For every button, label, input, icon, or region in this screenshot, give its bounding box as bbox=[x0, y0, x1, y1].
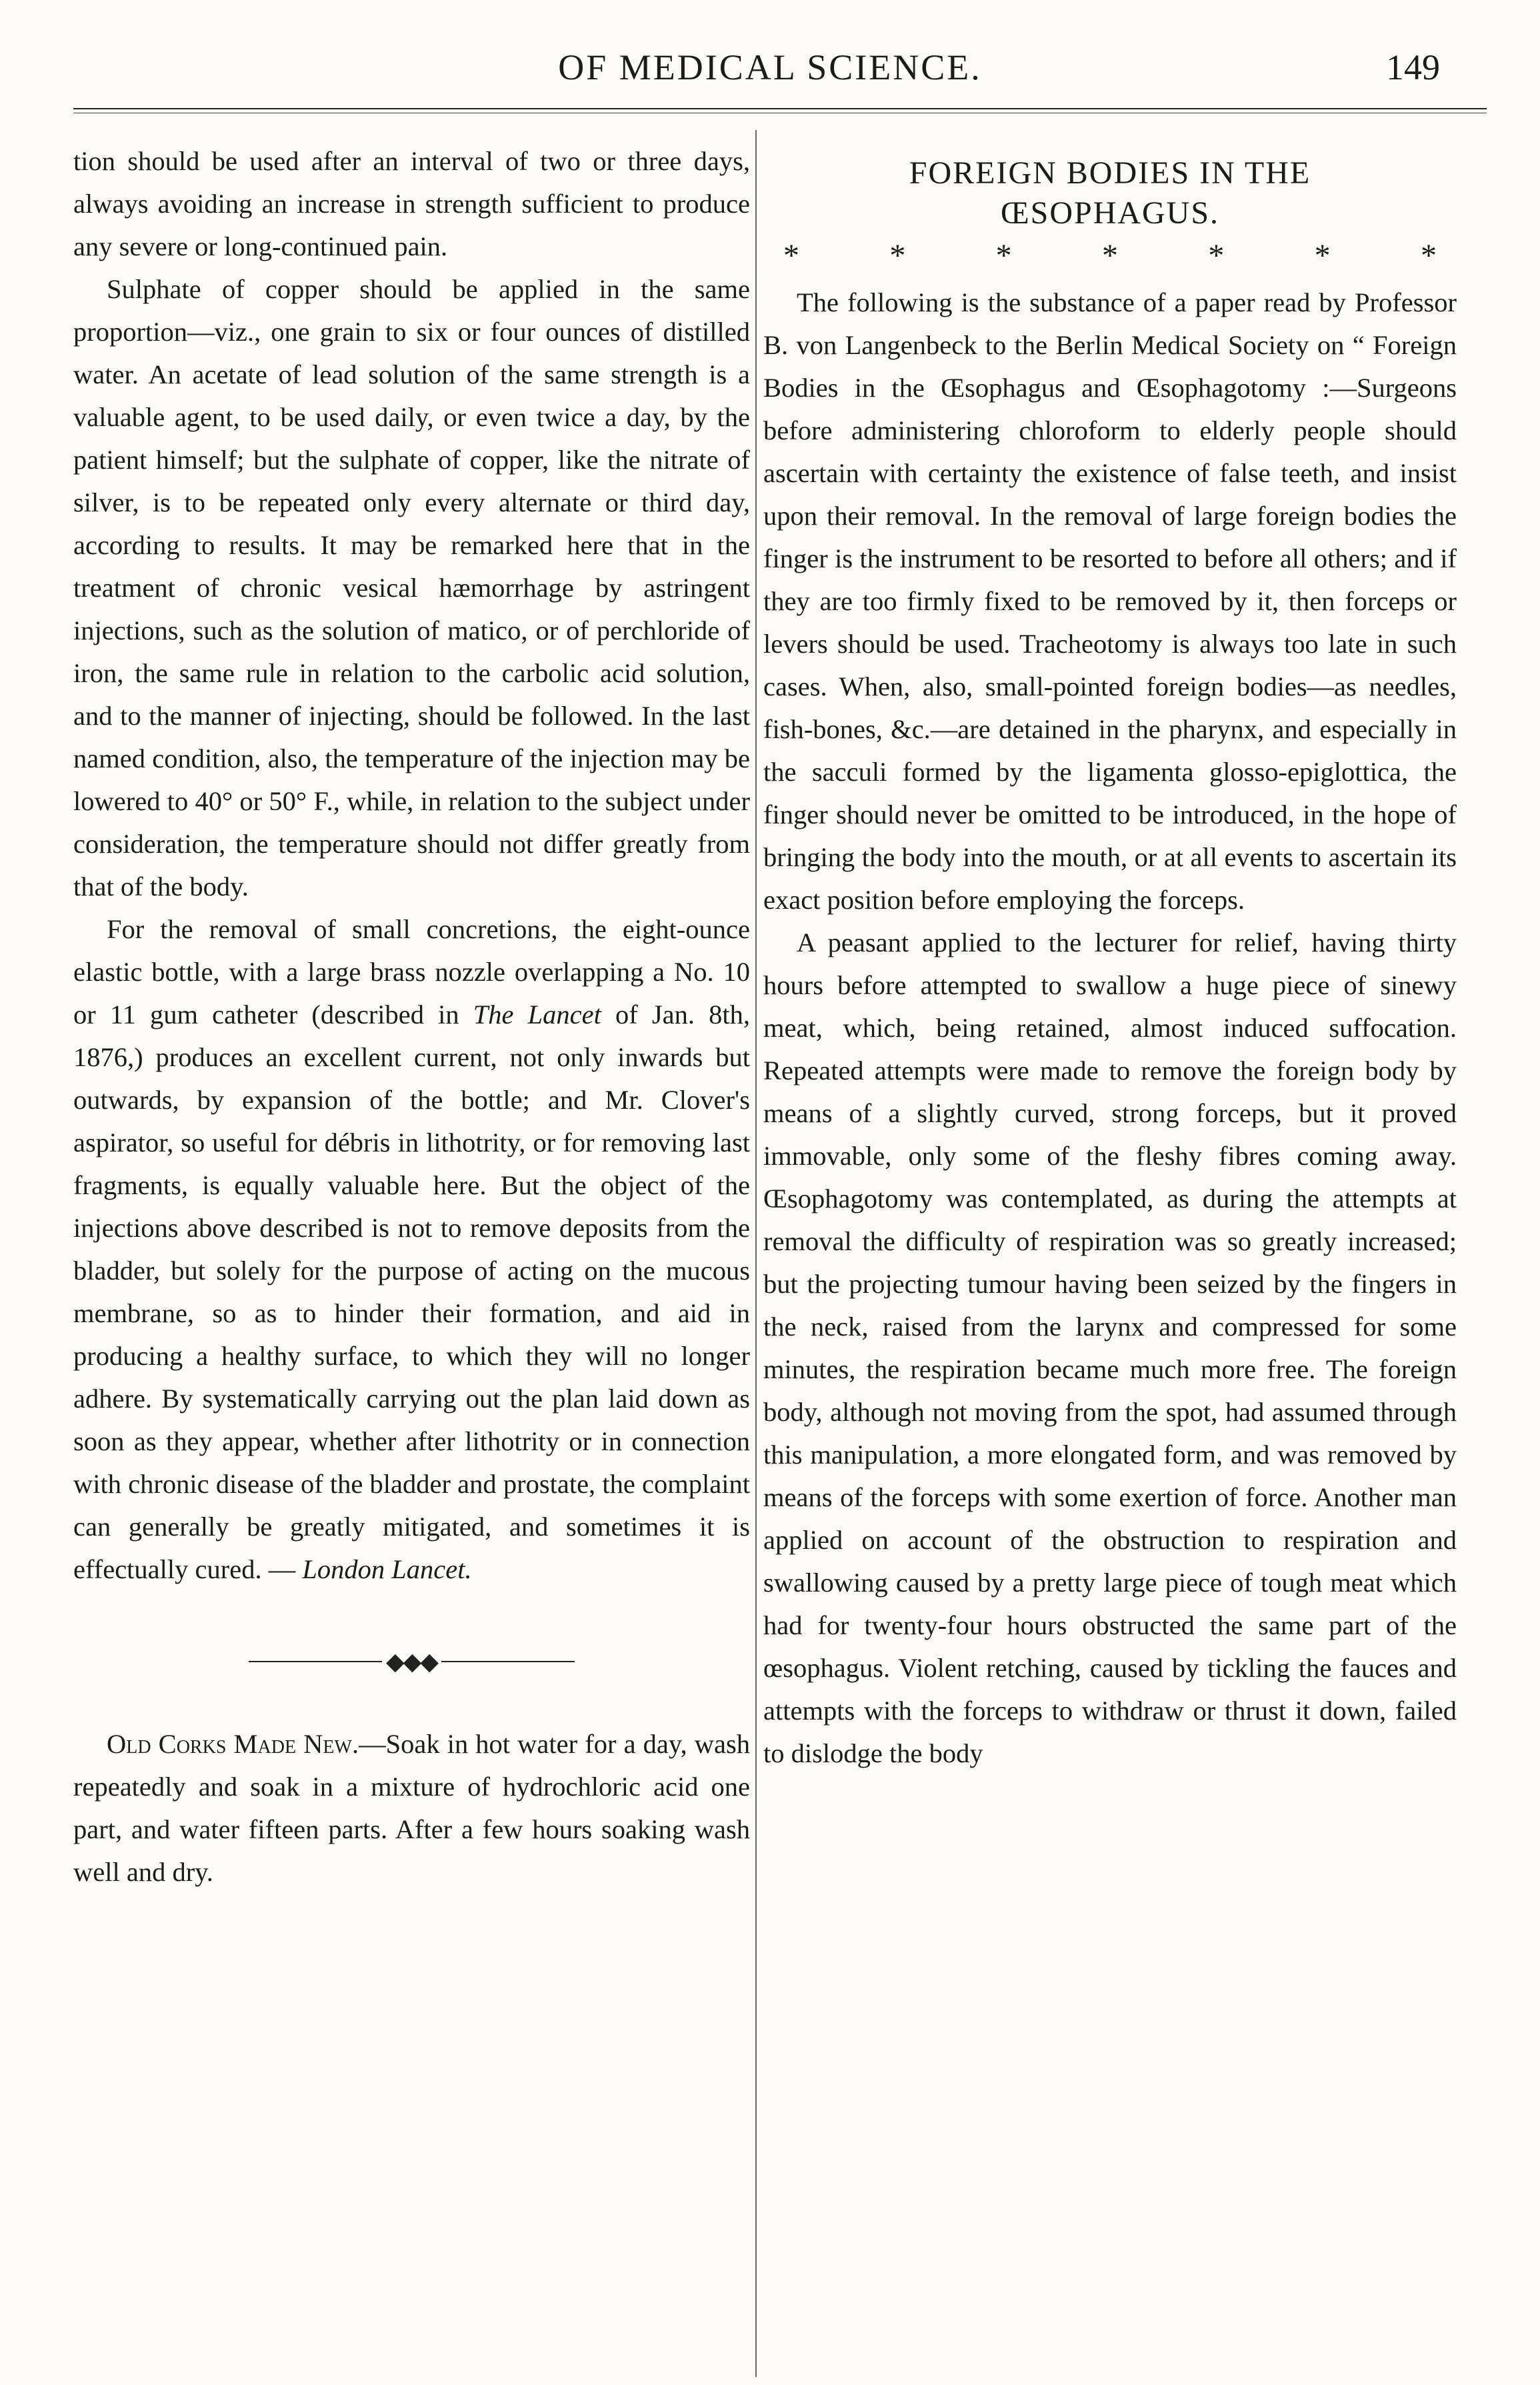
asterisk-row bbox=[763, 236, 1457, 276]
asterisk: * bbox=[1208, 238, 1225, 273]
right-column bbox=[763, 153, 1457, 1775]
running-head bbox=[80, 47, 1460, 100]
article-title-line-1: FOREIGN BODIES IN THE bbox=[909, 155, 1311, 191]
corks-heading: Old Corks Made New. bbox=[107, 1728, 359, 1759]
column-divider bbox=[755, 130, 757, 2377]
ornament-line-right bbox=[441, 1661, 575, 1662]
left-paragraph-3-part1: For the removal of small concretions, the eight-ounce elastic bottle, with a large brass nozzle overlapping a No. 10 or 11 gum catheter (described in bbox=[73, 914, 750, 1029]
left-paragraph-3 bbox=[73, 908, 750, 1591]
asterisk: * bbox=[1314, 238, 1331, 273]
left-paragraph-3-part2: of Jan. 8th, 1876,) produces an excellent current, not only inwards but outwards, by expansion of the bottle; and Mr. Clover's aspirator, so useful for débris in lithotrity, or for removing last fragments, is equally valuable here. But the object of the injections above described is not to remove deposits from the bladder, but solely for the purpose of acting on the mucous membrane, so as to hinder their formation, and aid in producing a healthy surface, to which they will no longer adhere. By systematically carrying out the plan laid down as soon as they appear, whether after lithotrity or in connection with chronic disease of the bladder and prostate, the complaint can generally be greatly mitigated, and sometimes it is effectually cured. — bbox=[73, 999, 750, 1584]
ornament-mark: ◆◆◆ bbox=[385, 1648, 438, 1675]
article-title-line-2: ŒSOPHAGUS. bbox=[1000, 195, 1220, 231]
article-title bbox=[763, 153, 1457, 233]
page-number: 149 bbox=[1386, 47, 1440, 87]
left-paragraph-1: tion should be used after an interval of two or three days, always avoiding an increase in strength sufficient to produce any severe or long-continued pain. bbox=[73, 146, 750, 261]
header-rule bbox=[73, 108, 1487, 113]
ornament-line-left bbox=[249, 1661, 382, 1662]
right-paragraph-2: A peasant applied to the lecturer for relief, having thirty hours before attempted to swallow a huge piece of sinewy meat, which, being retained, almost induced suffocation. Repeated attempts were made to remove the foreign body by means of a slightly curved, strong forceps, but it proved immovable, only some of the fleshy fibres coming away. Œsophagotomy was contemplated, as during the attempts at removal the difficulty of respiration was so greatly increased; but the projecting tumour having been seized by the fingers in the neck, raised from the larynx and compressed for some minutes, the respiration became much more free. The foreign body, although not moving from the spot, had assumed through this manipulation, a more elongated form, and was removed by means of the forceps with some exertion of force. Another man applied on account of the obstruction to respiration and swallowing caused by a pretty large piece of tough meat which had for twenty-four hours obstructed the same part of the œsophagus. Violent retching, caused by tickling the fauces and attempts with the forceps to withdraw or thrust it down, failed to dislodge the body bbox=[763, 927, 1457, 1768]
corks-text: —Soak in hot water for a day, wash repeatedly and soak in a mixture of hydrochloric acid one part, and water fifteen parts. After a few hours soaking wash well and dry. bbox=[73, 1728, 750, 1887]
left-column bbox=[73, 140, 750, 1894]
asterisk: * bbox=[1420, 238, 1437, 273]
corks-paragraph bbox=[73, 1723, 750, 1894]
asterisk: * bbox=[889, 238, 906, 273]
left-paragraph-2: Sulphate of copper should be applied in the same proportion—viz., one grain to six or four ounces of distilled water. An acetate of lead solution of the same strength is a valuable agent, to be used daily, or even twice a day, by the patient himself; but the sulphate of copper, like the nitrate of silver, is to be repeated only every alternate or third day, according to results. It may be remarked here that in the treatment of chronic vesical hæmorrhage by astringent injections, such as the solution of matico, or of perchloride of iron, the same rule in relation to the carbolic acid solution, and to the manner of injecting, should be followed. In the last named condition, also, the temperature of the injection may be lowered to 40° or 50° F., while, in relation to the subject under consideration, the temperature should not differ greatly from that of the body. bbox=[73, 274, 750, 901]
source-citation: London Lancet. bbox=[302, 1554, 472, 1584]
asterisk: * bbox=[783, 238, 799, 273]
journal-title: The Lancet bbox=[473, 999, 601, 1029]
asterisk: * bbox=[995, 238, 1012, 273]
right-paragraph-1: The following is the substance of a paper read by Professor B. von Langenbeck to the Berlin Medical Society on “ Foreign Bodies in the Œsophagus and Œsophagotomy :—Surgeons before administering chloroform to elderly people should ascertain with certainty the existence of false teeth, and insist upon their removal. In the removal of large foreign bodies the finger is the instrument to be resorted to before all others; and if they are too firmly fixed to be removed by it, then forceps or levers should be used. Tracheotomy is always too late in such cases. When, also, small-pointed foreign bodies—as needles, fish-bones, &c.—are detained in the pharynx, and especially in the sacculi formed by the ligamenta glosso-epiglottica, the finger should never be omitted to be introduced, in the hope of bringing the body into the mouth, or at all events to ascertain its exact position before employing the forceps. bbox=[763, 287, 1457, 915]
running-title: OF MEDICAL SCIENCE. bbox=[558, 47, 982, 87]
section-ornament bbox=[73, 1638, 750, 1683]
asterisk: * bbox=[1101, 238, 1118, 273]
